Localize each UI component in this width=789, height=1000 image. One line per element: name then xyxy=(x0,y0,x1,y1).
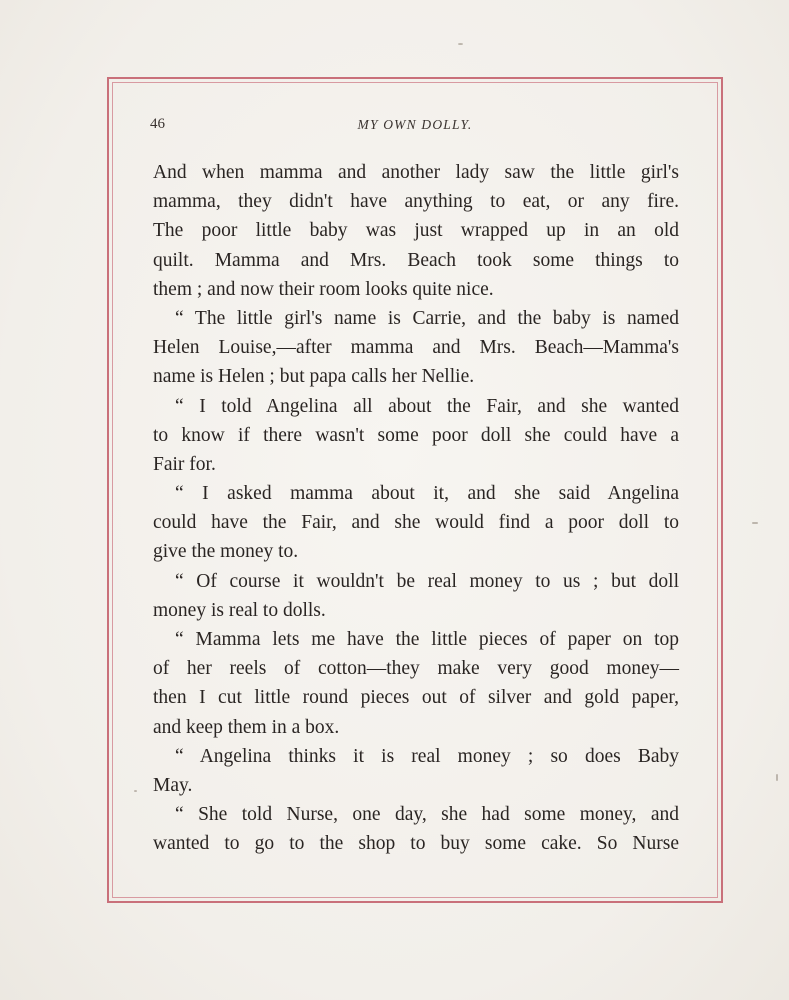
text-line: “ I told Angelina all about the Fair, and she wanted xyxy=(175,395,679,417)
page-header xyxy=(150,116,680,136)
text-line: Fair for. xyxy=(153,453,216,475)
text-line: could have the Fair, and she would find a poor doll to xyxy=(153,512,679,534)
text-line: “ I asked mamma about it, and she said Angelina xyxy=(175,483,679,505)
paper-speck xyxy=(134,790,137,792)
text-line: “ The little girl's name is Carrie, and the baby is named xyxy=(175,307,679,329)
text-line: of her reels of cotton—they make very good money— xyxy=(153,658,679,680)
text-line: to know if there wasn't some poor doll she could have a xyxy=(153,424,679,446)
text-line: money is real to dolls. xyxy=(153,599,326,621)
text-line: mamma, they didn't have anything to eat, or any fire. xyxy=(153,191,679,213)
text-line: then I cut little round pieces out of silver and gold paper, xyxy=(153,687,679,709)
text-line: give the money to. xyxy=(153,541,299,563)
text-line: and keep them in a box. xyxy=(153,716,340,738)
page-number: 46 xyxy=(150,116,165,132)
text-line: The poor little baby was just wrapped up in an old xyxy=(153,220,679,242)
text-line: quilt. Mamma and Mrs. Beach took some things to xyxy=(153,249,679,271)
paper-speck xyxy=(458,43,463,45)
text-line: them ; and now their room looks quite nice. xyxy=(153,278,494,300)
text-line: “ Of course it wouldn't be real money to us ; but doll xyxy=(175,570,679,592)
text-line: wanted to go to the shop to buy some cake. So Nurse xyxy=(153,833,679,855)
text-line: And when mamma and another lady saw the little girl's xyxy=(153,162,679,183)
text-line: May. xyxy=(153,774,193,796)
text-line: “ She told Nurse, one day, she had some money, and xyxy=(175,804,679,826)
text-line: Helen Louise,—after mamma and Mrs. Beach—Mamma's xyxy=(153,337,679,359)
paper-speck xyxy=(776,774,778,781)
text-line: name is Helen ; but papa calls her Nellie. xyxy=(153,366,475,388)
page-body-text xyxy=(153,158,679,859)
running-title: MY OWN DOLLY. xyxy=(357,117,473,132)
text-line: “ Mamma lets me have the little pieces of paper on top xyxy=(175,629,679,650)
text-line: “ Angelina thinks it is real money ; so does Baby xyxy=(175,745,679,767)
paper-speck xyxy=(752,522,758,524)
